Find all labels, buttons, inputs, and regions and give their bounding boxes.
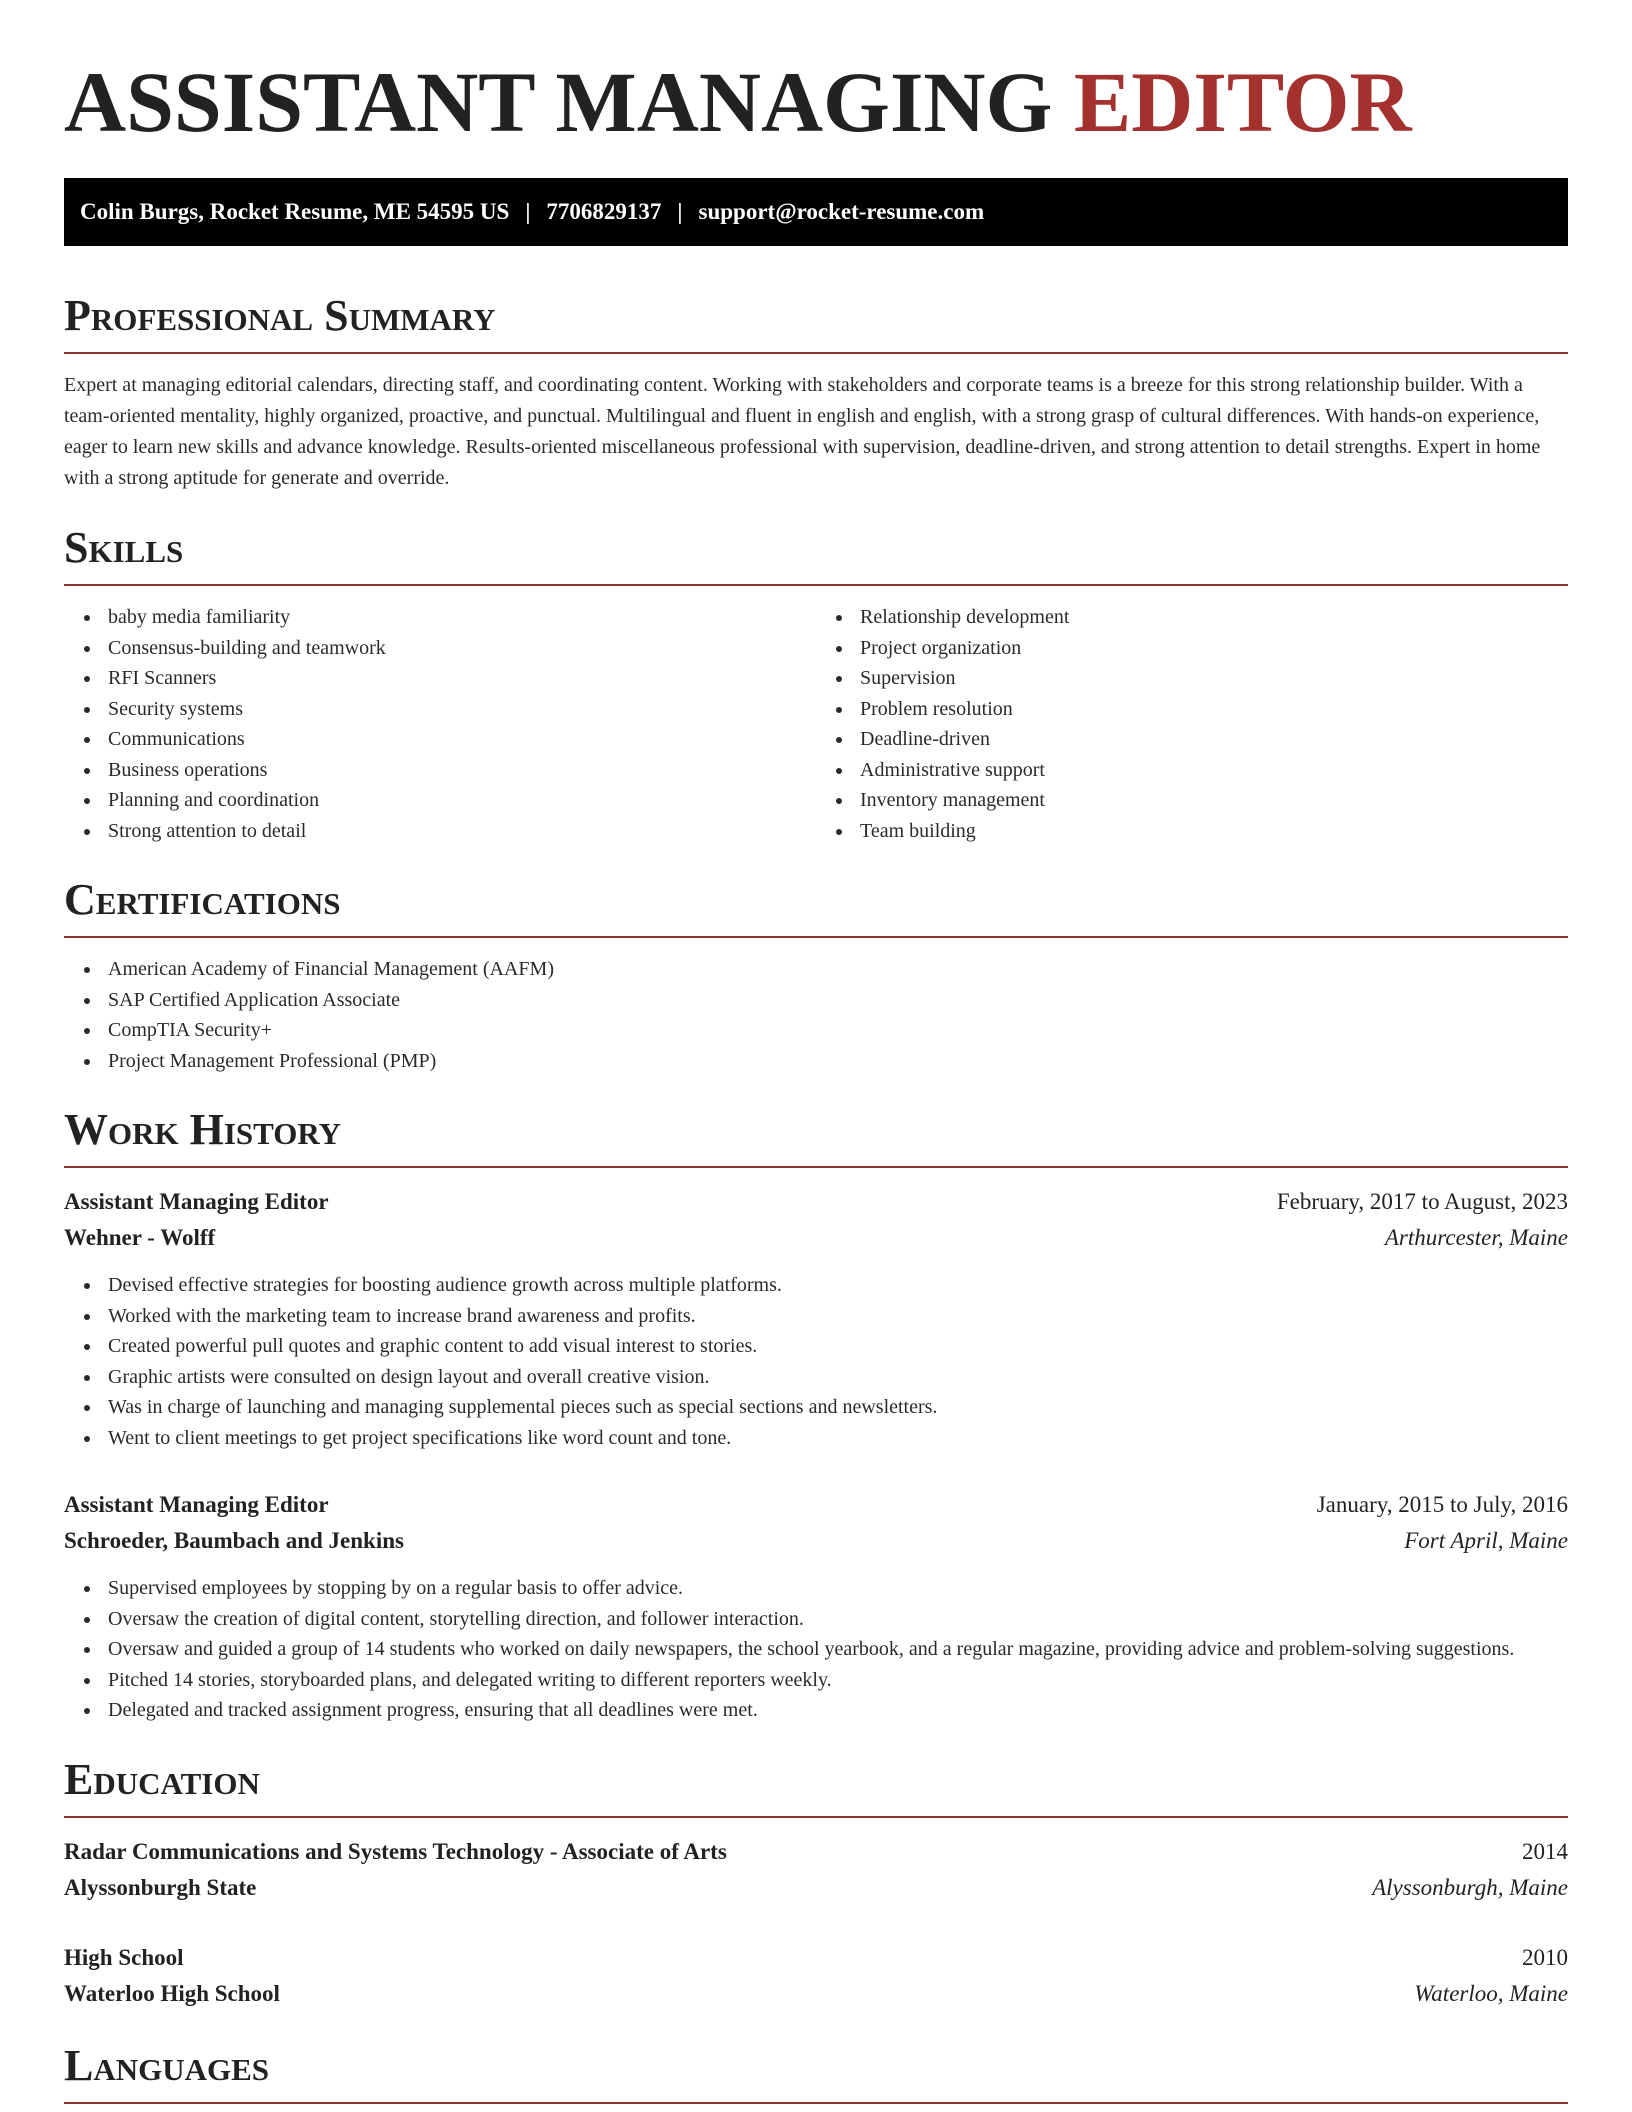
- skill-item: Inventory management: [860, 785, 1568, 816]
- education-header-row: [64, 1834, 1568, 1870]
- job-duty: Created powerful pull quotes and graphic content to add visual interest to stories.: [108, 1331, 1568, 1362]
- job-title: Assistant Managing Editor: [64, 1189, 329, 1214]
- education-school: Waterloo High School: [64, 1980, 280, 2006]
- education-entry: [64, 1940, 1568, 2012]
- job-header-row: [64, 1184, 1568, 1220]
- certification-item: SAP Certified Application Associate: [108, 985, 1568, 1016]
- title-accent: EDITOR: [1073, 54, 1412, 150]
- job-location: Fort April, Maine: [1404, 1528, 1568, 1553]
- education-location: Waterloo, Maine: [1414, 1980, 1568, 2006]
- education-school-row: [64, 1870, 1568, 1906]
- education-entry: [64, 1834, 1568, 1906]
- certifications-heading: Certifications: [64, 876, 1568, 938]
- job-company-row: [64, 1523, 1568, 1559]
- job-company-row: [64, 1220, 1568, 1256]
- languages-section: [64, 2042, 1568, 2104]
- job-duty: Was in charge of launching and managing supplemental pieces such as special sections and newsletters.: [108, 1392, 1568, 1423]
- job-duties-list: [64, 1573, 1568, 1726]
- job-title: Assistant Managing Editor: [64, 1492, 329, 1517]
- skill-item: Relationship development: [860, 602, 1568, 633]
- job-duty: Delegated and tracked assignment progress, ensuring that all deadlines were met.: [108, 1695, 1568, 1726]
- job-dates: January, 2015 to July, 2016: [1316, 1492, 1568, 1517]
- education-degree: High School: [64, 1944, 184, 1970]
- job-header-row: [64, 1487, 1568, 1523]
- skill-item: Security systems: [108, 694, 816, 725]
- job-duty: Oversaw and guided a group of 14 students who worked on daily newspapers, the school yearbook, and a regular magazine, providing advice and problem-solving suggestions.: [108, 1634, 1568, 1665]
- skill-item: Planning and coordination: [108, 785, 816, 816]
- job-company: Wehner - Wolff: [64, 1225, 216, 1250]
- skill-item: Project organization: [860, 633, 1568, 664]
- work-history-heading: Work History: [64, 1106, 1568, 1168]
- skills-columns: [64, 586, 1568, 846]
- education-header-row: [64, 1940, 1568, 1976]
- contact-phone: 7706829137: [546, 199, 662, 224]
- summary-heading: Professional Summary: [64, 292, 1568, 354]
- job-dates: February, 2017 to August, 2023: [1276, 1189, 1568, 1214]
- job-duties-list: [64, 1270, 1568, 1453]
- certifications-list: [64, 954, 1568, 1076]
- skill-item: RFI Scanners: [108, 663, 816, 694]
- summary-section: [64, 292, 1568, 494]
- skill-item: Business operations: [108, 755, 816, 786]
- certifications-section: [64, 876, 1568, 1076]
- certification-item: American Academy of Financial Management (AAFM): [108, 954, 1568, 985]
- skills-heading: Skills: [64, 524, 1568, 586]
- skill-item: Team building: [860, 816, 1568, 847]
- education-location: Alyssonburgh, Maine: [1372, 1874, 1568, 1900]
- skill-item: Deadline-driven: [860, 724, 1568, 755]
- work-history-section: [64, 1106, 1568, 1726]
- job-duty: Graphic artists were consulted on design layout and overall creative vision.: [108, 1362, 1568, 1393]
- title-main: ASSISTANT MANAGING: [64, 54, 1053, 150]
- skill-item: Consensus-building and teamwork: [108, 633, 816, 664]
- education-school: Alyssonburgh State: [64, 1874, 257, 1900]
- skill-item: Problem resolution: [860, 694, 1568, 725]
- skills-list-right: [816, 602, 1568, 846]
- skill-item: Supervision: [860, 663, 1568, 694]
- languages-heading: Languages: [64, 2042, 1568, 2104]
- skill-item: Strong attention to detail: [108, 816, 816, 847]
- skill-item: Administrative support: [860, 755, 1568, 786]
- education-year: 2014: [1522, 1838, 1568, 1864]
- job-duty: Devised effective strategies for boosting audience growth across multiple platforms.: [108, 1270, 1568, 1301]
- education-degree: Radar Communications and Systems Technology - Associate of Arts: [64, 1838, 727, 1864]
- education-year: 2010: [1522, 1944, 1568, 1970]
- contact-email: support@rocket-resume.com: [698, 199, 985, 224]
- skills-section: [64, 524, 1568, 846]
- job-entry: [64, 1487, 1568, 1726]
- contact-separator: |: [525, 199, 531, 224]
- job-duty: Went to client meetings to get project specifications like word count and tone.: [108, 1423, 1568, 1454]
- job-entry: [64, 1184, 1568, 1453]
- skill-item: Communications: [108, 724, 816, 755]
- education-school-row: [64, 1976, 1568, 2012]
- job-duty: Pitched 14 stories, storyboarded plans, and delegated writing to different reporters weekly.: [108, 1665, 1568, 1696]
- education-section: [64, 1756, 1568, 2012]
- job-duty: Oversaw the creation of digital content, storytelling direction, and follower interaction.: [108, 1604, 1568, 1635]
- certification-item: Project Management Professional (PMP): [108, 1046, 1568, 1077]
- job-location: Arthurcester, Maine: [1384, 1225, 1568, 1250]
- page-title: [64, 56, 1568, 148]
- job-company: Schroeder, Baumbach and Jenkins: [64, 1528, 404, 1553]
- summary-text: Expert at managing editorial calendars, directing staff, and coordinating content. Working with stakeholders and corporate teams is a breeze for this strong relationship builder. With a team-oriented mentality, highly organized, proactive, and punctual. Multilingual and fluent in english and english, with a strong grasp of cultural differences. With hands-on experience, eager to learn new skills and advance knowledge. Results-oriented miscellaneous professional with supervision, deadline-driven, and strong attention to detail strengths. Expert in home with a strong aptitude for generate and override.: [64, 374, 1541, 489]
- skill-item: baby media familiarity: [108, 602, 816, 633]
- skills-list-left: [64, 602, 816, 846]
- job-duty: Worked with the marketing team to increase brand awareness and profits.: [108, 1301, 1568, 1332]
- contact-address: Colin Burgs, Rocket Resume, ME 54595 US: [80, 199, 510, 224]
- certification-item: CompTIA Security+: [108, 1015, 1568, 1046]
- education-heading: Education: [64, 1756, 1568, 1818]
- job-duty: Supervised employees by stopping by on a regular basis to offer advice.: [108, 1573, 1568, 1604]
- contact-bar: [64, 178, 1568, 246]
- contact-separator: |: [677, 199, 683, 224]
